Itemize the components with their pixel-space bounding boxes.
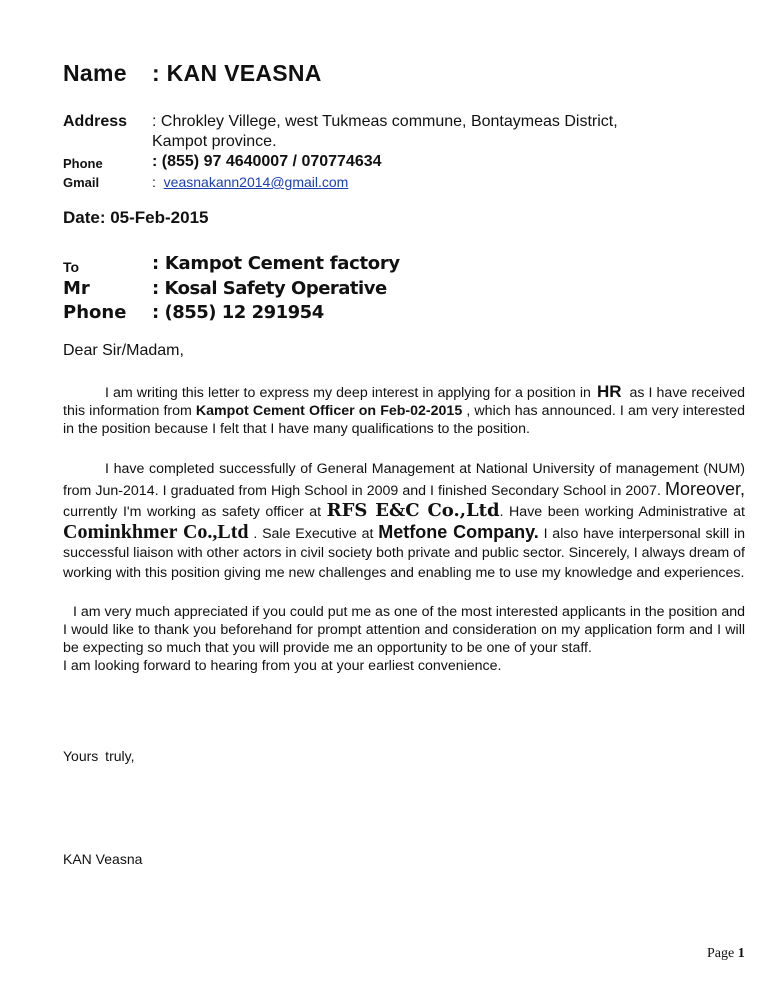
mr-value: : Kosal Safety Operative xyxy=(152,278,387,299)
gmail-label: Gmail xyxy=(63,175,100,190)
p1-text-1: I am writing this letter to express my deep interest in applying for a position in xyxy=(105,385,591,401)
gmail-colon: : xyxy=(152,174,156,190)
address-line-1: : Chrokley Villege, west Tukmeas commune, Bontaymeas District, xyxy=(152,113,618,130)
to-value: : Kampot Cement factory xyxy=(152,253,400,274)
closing: Yours truly, xyxy=(63,748,135,764)
phone-value: : (855) 97 4640007 / 070774634 xyxy=(152,153,382,170)
position-hr: HR xyxy=(596,382,622,401)
p2-text-3: . Have been working Administrative at xyxy=(499,504,745,520)
page-label: Page xyxy=(707,946,735,961)
mr-label: Mr xyxy=(63,278,90,299)
company-rfs: RFS E&C Co.,Ltd xyxy=(326,500,500,521)
to-label: To xyxy=(63,259,80,275)
p2-text-4: . Sale Executive at xyxy=(253,525,374,542)
recipient-phone-value: : (855) 12 291954 xyxy=(152,302,324,323)
address-line-2: Kampot province. xyxy=(152,133,277,150)
p1-text-2: as I have received this information from xyxy=(63,385,745,419)
moreover-word: Moreover, xyxy=(664,478,745,499)
paragraph-experience xyxy=(63,460,745,583)
p3-text-2: I am looking forward to hearing from you at your earliest convenience. xyxy=(63,658,502,674)
letter-date: Date: 05-Feb-2015 xyxy=(63,208,209,227)
p2-text-5: I also have interpersonal skill in successful liaison with other actors in civil society both private and public sector. Sincerely, I always dream of working with this position giving me new challenges and enabling me to use my knowledge and experiences. xyxy=(63,525,745,581)
company-metfone: Metfone Company. xyxy=(378,521,539,542)
paragraph-appreciation xyxy=(63,603,745,675)
paragraph-interest xyxy=(63,383,745,438)
recipient-phone-label: Phone xyxy=(63,302,127,323)
name-value: : KAN VEASNA xyxy=(152,60,322,86)
p2-text-2: currently I'm working as safety officer at xyxy=(63,504,322,520)
company-cominkhmer: Cominkhmer Co.,Ltd xyxy=(63,520,249,543)
signature: KAN Veasna xyxy=(63,851,143,867)
name-label: Name xyxy=(63,60,127,86)
p1-text-3: , which has announced. I am very interested in the position because I felt that I have many qualifications to the position. xyxy=(63,403,745,437)
phone-label: Phone xyxy=(63,156,103,171)
p2-text-1: I have completed successfully of General Management at National University of management (NUM) from Jun-2014. I graduated from High School in 2009 and I finished Secondary School in 2007. xyxy=(63,461,745,499)
address-label: Address xyxy=(63,113,128,130)
page-number-value: 1 xyxy=(737,946,745,961)
page-number xyxy=(707,946,745,962)
email-link[interactable]: veasnakann2014@gmail.com xyxy=(163,174,349,190)
gmail-row xyxy=(152,174,348,190)
applicant-name-row xyxy=(63,60,322,87)
source-officer: Kampot Cement Officer on Feb-02-2015 xyxy=(195,403,463,419)
p3-text-1: I am very much appreciated if you could put me as one of the most interested applicants in the position and I would like to thank you beforehand for prompt attention and consideration on my application form and I will be expecting so much that you will provide me an opportunity to be one of your staff. xyxy=(63,604,745,656)
salutation: Dear Sir/Madam, xyxy=(63,342,184,359)
